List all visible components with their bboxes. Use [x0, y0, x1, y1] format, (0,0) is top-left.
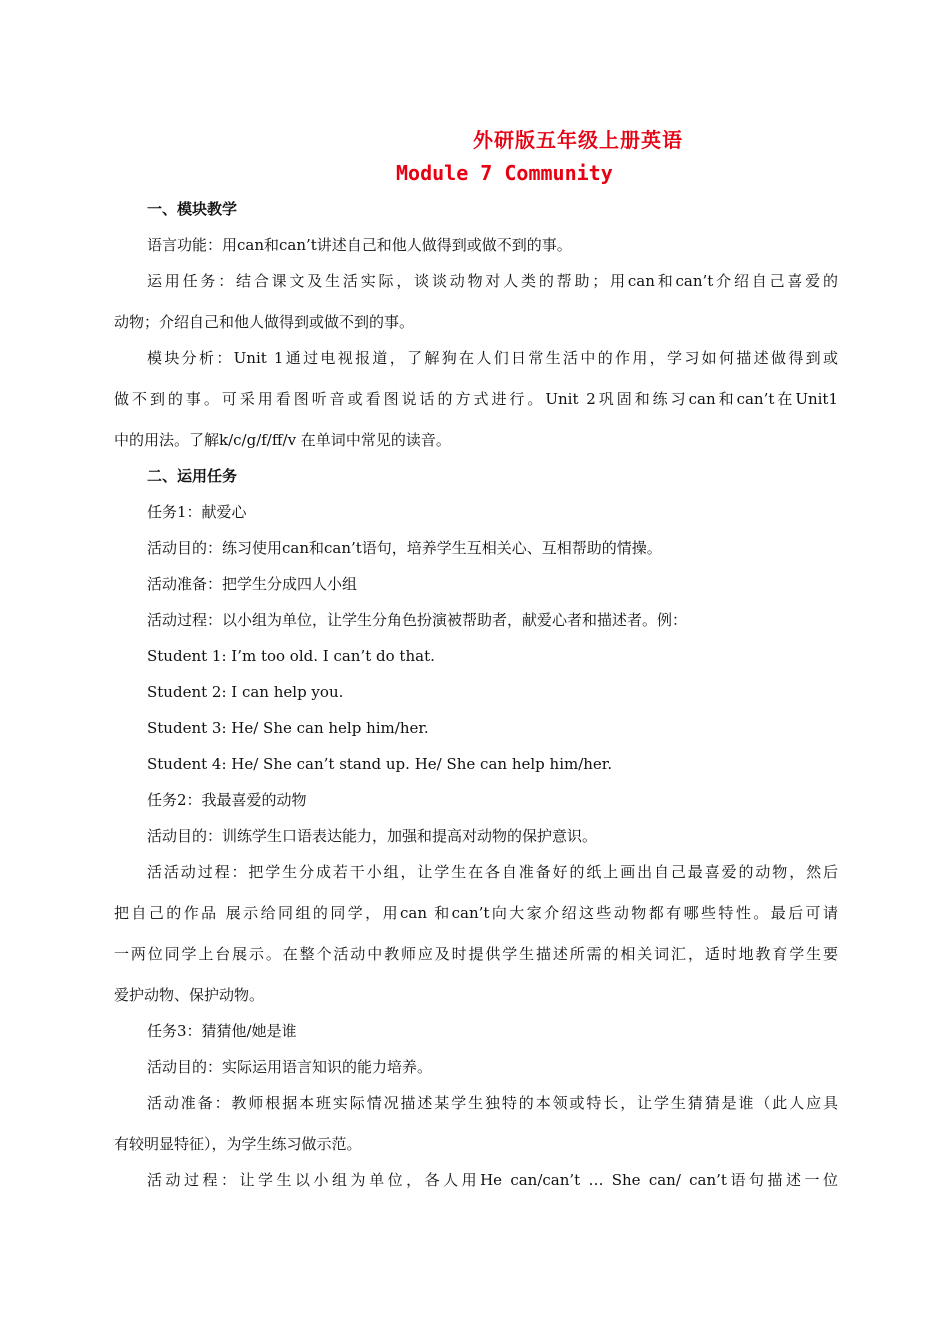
paragraph-line: 做不到的事。可采用看图听音或看图说话的方式进行。Unit 2巩固和练习can和can’t在Unit1 [114, 390, 838, 408]
example-line: Student 1: I’m too old. I can’t do that. [147, 647, 435, 665]
task-heading: 任务1：献爱心 [147, 503, 247, 521]
paragraph-line: 活动目的：训练学生口语表达能力，加强和提高对动物的保护意识。 [147, 827, 598, 845]
paragraph-line: 语言功能：用can和can’t讲述自己和他人做得到或做不到的事。 [147, 236, 572, 254]
example-line: Student 4: He/ She can’t stand up. He/ She can help him/her. [147, 755, 613, 773]
paragraph-line: 活活动过程：把学生分成若干小组，让学生在各自准备好的纸上画出自己最喜爱的动物，然后 [147, 863, 838, 881]
paragraph-line: 活动目的：练习使用can和can’t语句，培养学生互相关心、互相帮助的情操。 [147, 539, 662, 557]
paragraph-line: 爱护动物、保护动物。 [114, 986, 265, 1004]
task-heading: 任务3：猜猜他/她是谁 [147, 1022, 297, 1040]
task-heading: 任务2：我最喜爱的动物 [147, 791, 307, 809]
section-heading-1: 一、模块教学 [147, 200, 238, 218]
paragraph-line: 活动准备：教师根据本班实际情况描述某学生独特的本领或特长，让学生猜猜是谁（此人应具 [147, 1094, 838, 1112]
example-line: Student 2: I can help you. [147, 683, 344, 701]
paragraph-line: 动物；介绍自己和他人做得到或做不到的事。 [114, 313, 415, 331]
document-title: 外研版五年级上册英语 [473, 128, 683, 152]
paragraph-line: 活动过程：以小组为单位，让学生分角色扮演被帮助者，献爱心者和描述者。例： [147, 611, 688, 629]
paragraph-line: 中的用法。了解k/c/g/f/ff/v 在单词中常见的读音。 [114, 431, 451, 449]
module-title: Module 7 Community [396, 161, 613, 185]
example-line: Student 3: He/ She can help him/her. [147, 719, 429, 737]
paragraph-line: 有较明显特征），为学生练习做示范。 [114, 1135, 362, 1153]
paragraph-line: 一两位同学上台展示。在整个活动中教师应及时提供学生描述所需的相关词汇，适时地教育学生要 [114, 945, 838, 963]
paragraph-line: 模块分析：Unit 1通过电视报道，了解狗在人们日常生活中的作用，学习如何描述做得到或 [147, 349, 838, 367]
paragraph-line: 活动准备：把学生分成四人小组 [147, 575, 358, 593]
paragraph-line: 活动目的：实际运用语言知识的能力培养。 [147, 1058, 433, 1076]
paragraph-line: 活动过程：让学生以小组为单位，各人用He can/can’t … She can/ can’t语句描述一位 [147, 1171, 838, 1189]
section-heading-2: 二、运用任务 [147, 467, 238, 485]
paragraph-line: 把自己的作品 展示给同组的同学，用can 和can’t向大家介绍这些动物都有哪些特性。最后可请 [114, 904, 838, 922]
paragraph-line: 运用任务：结合课文及生活实际，谈谈动物对人类的帮助；用can和can’t介绍自己喜爱的 [147, 272, 838, 290]
